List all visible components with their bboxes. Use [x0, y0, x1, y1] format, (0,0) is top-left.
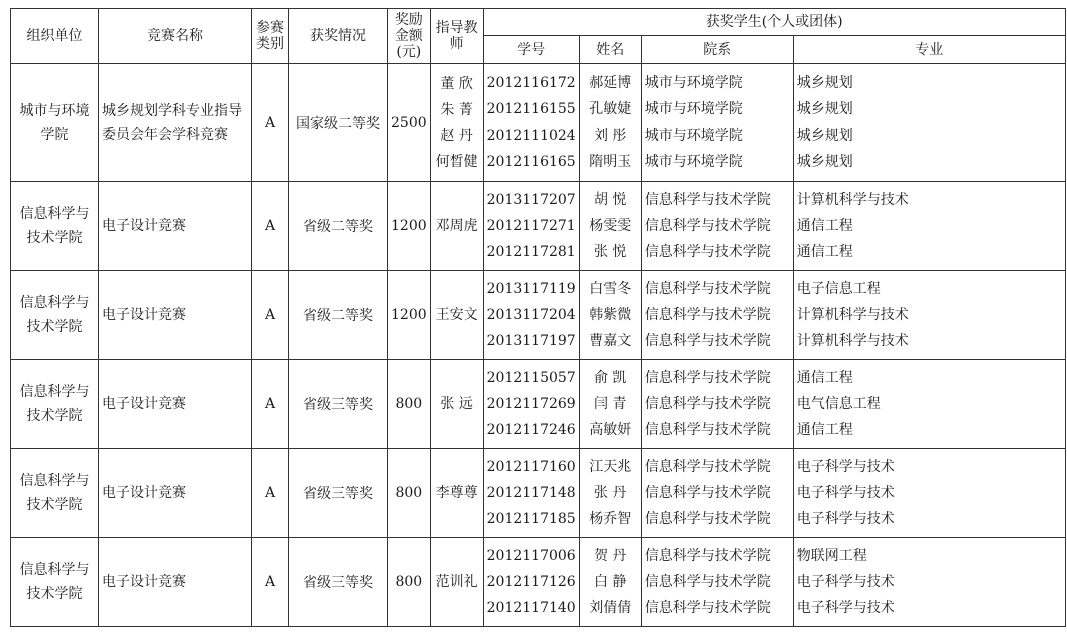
student-id-cell-entry: 2012117281	[486, 244, 576, 261]
table-row	[11, 449, 1066, 538]
student-id-cell	[483, 449, 579, 538]
category-cell: A	[252, 64, 289, 182]
table-row	[11, 538, 1066, 627]
student-college-cell	[641, 64, 793, 182]
teacher-cell	[430, 182, 483, 271]
competition-cell: 电子设计竞赛	[99, 538, 252, 627]
student-college-cell	[641, 360, 793, 449]
student-college-cell-entry: 城市与环境学院	[644, 101, 743, 118]
teacher-cell	[430, 271, 483, 360]
student-id-cell-entry: 2012117126	[486, 573, 576, 590]
student-major-cell	[793, 449, 1065, 538]
student-name-cell-entry: 俞 凯	[593, 369, 627, 386]
header-award: 获奖情况	[289, 9, 388, 64]
student-college-cell	[641, 449, 793, 538]
student-major-cell-entry: 电子科学与技术	[796, 484, 895, 501]
student-name-cell	[579, 64, 641, 182]
header-teacher: 指导教师	[430, 9, 483, 64]
student-name-cell-entry: 白 静	[593, 573, 627, 590]
competition-cell: 电子设计竞赛	[99, 271, 252, 360]
competition-cell: 城乡规划学科专业指导委员会年会学科竞赛	[99, 64, 252, 182]
student-name-cell-entry: 曹嘉文	[589, 333, 632, 350]
student-major-cell-entry: 计算机科学与技术	[796, 333, 909, 350]
teacher-cell-entry: 范训礼	[435, 574, 478, 590]
student-college-cell	[641, 182, 793, 271]
award-cell: 省级二等奖	[289, 271, 388, 360]
teacher-cell-entry: 李尊尊	[435, 485, 478, 501]
teacher-cell	[430, 538, 483, 627]
header-name: 姓名	[579, 36, 641, 64]
org-cell: 信息科学与技术学院	[11, 360, 99, 449]
student-name-cell-entry: 郝延博	[589, 74, 632, 91]
student-name-cell-entry: 白雪冬	[589, 280, 632, 297]
teacher-cell-entry: 邓周虎	[435, 218, 478, 234]
student-id-cell-entry: 2013117204	[486, 306, 576, 323]
student-name-cell-entry: 孔敏婕	[589, 101, 632, 118]
org-cell: 信息科学与技术学院	[11, 538, 99, 627]
amount-cell: 1200	[388, 182, 431, 271]
student-id-cell	[483, 360, 579, 449]
student-name-cell-entry: 刘 彤	[593, 127, 627, 144]
student-college-cell-entry: 信息科学与技术学院	[644, 217, 771, 234]
student-name-cell-entry: 闫 青	[593, 395, 627, 412]
student-id-cell-entry: 2012116172	[486, 74, 576, 91]
student-id-cell	[483, 271, 579, 360]
award-cell: 国家级二等奖	[289, 64, 388, 182]
student-name-cell	[579, 360, 641, 449]
student-major-cell-entry: 电气信息工程	[796, 395, 881, 412]
teacher-cell-entry: 朱 菁	[440, 101, 473, 118]
student-id-cell-entry: 2012117269	[486, 395, 576, 412]
amount-cell: 800	[388, 538, 431, 627]
student-name-cell-entry: 韩紫微	[589, 306, 632, 323]
teacher-cell-entry: 赵 丹	[440, 127, 473, 144]
student-major-cell-entry: 物联网工程	[796, 547, 867, 564]
student-id-cell-entry: 2012117271	[486, 217, 576, 234]
org-cell: 信息科学与技术学院	[11, 271, 99, 360]
student-name-cell-entry: 隋明玉	[589, 153, 632, 170]
student-major-cell-entry: 电子科学与技术	[796, 573, 895, 590]
student-major-cell-entry: 通信工程	[796, 244, 853, 261]
student-id-cell-entry: 2012111024	[486, 127, 576, 144]
student-id-cell-entry: 2012116165	[486, 153, 576, 170]
student-name-cell-entry: 贺 丹	[593, 547, 627, 564]
teacher-cell-entry: 张 远	[440, 396, 473, 412]
header-college: 院系	[641, 36, 793, 64]
student-college-cell-entry: 信息科学与技术学院	[644, 191, 771, 208]
student-major-cell-entry: 计算机科学与技术	[796, 191, 909, 208]
amount-cell: 800	[388, 360, 431, 449]
table-row	[11, 271, 1066, 360]
student-college-cell-entry: 信息科学与技术学院	[644, 422, 771, 439]
student-major-cell-entry: 电子科学与技术	[796, 600, 895, 617]
award-cell: 省级三等奖	[289, 449, 388, 538]
student-major-cell-entry: 城乡规划	[796, 74, 853, 91]
table-row	[11, 182, 1066, 271]
student-major-cell	[793, 538, 1065, 627]
student-major-cell-entry: 电子科学与技术	[796, 458, 895, 475]
header-org: 组织单位	[11, 9, 99, 64]
student-college-cell-entry: 信息科学与技术学院	[644, 395, 771, 412]
student-college-cell-entry: 信息科学与技术学院	[644, 333, 771, 350]
award-cell: 省级三等奖	[289, 538, 388, 627]
student-major-cell-entry: 通信工程	[796, 217, 853, 234]
competition-cell: 电子设计竞赛	[99, 360, 252, 449]
header-category: 参赛类别	[252, 9, 289, 64]
student-name-cell-entry: 刘倩倩	[589, 600, 632, 617]
student-name-cell	[579, 182, 641, 271]
student-id-cell-entry: 2012116155	[486, 101, 576, 118]
student-id-cell-entry: 2013117207	[486, 191, 576, 208]
student-id-cell-entry: 2012115057	[486, 369, 576, 386]
student-college-cell-entry: 信息科学与技术学院	[644, 600, 771, 617]
category-cell: A	[252, 538, 289, 627]
student-college-cell-entry: 信息科学与技术学院	[644, 573, 771, 590]
student-major-cell-entry: 城乡规划	[796, 101, 853, 118]
competition-cell: 电子设计竞赛	[99, 449, 252, 538]
header-row-1	[11, 9, 1066, 36]
org-cell: 信息科学与技术学院	[11, 182, 99, 271]
teacher-cell	[430, 360, 483, 449]
student-name-cell-entry: 张 丹	[593, 484, 627, 501]
award-cell: 省级二等奖	[289, 182, 388, 271]
student-major-cell-entry: 电子信息工程	[796, 280, 881, 297]
amount-cell: 800	[388, 449, 431, 538]
table-body	[11, 64, 1066, 627]
amount-cell: 2500	[388, 64, 431, 182]
header-major: 专业	[793, 36, 1065, 64]
student-college-cell-entry: 信息科学与技术学院	[644, 306, 771, 323]
student-id-cell-entry: 2012117185	[486, 511, 576, 528]
org-cell: 信息科学与技术学院	[11, 449, 99, 538]
student-college-cell-entry: 城市与环境学院	[644, 127, 743, 144]
student-name-cell	[579, 538, 641, 627]
student-major-cell-entry: 城乡规划	[796, 153, 853, 170]
student-id-cell	[483, 182, 579, 271]
student-name-cell-entry: 杨乔智	[589, 511, 632, 528]
table-row	[11, 64, 1066, 182]
student-major-cell	[793, 360, 1065, 449]
student-major-cell	[793, 271, 1065, 360]
student-college-cell	[641, 538, 793, 627]
award-cell: 省级三等奖	[289, 360, 388, 449]
teacher-cell-entry: 董 欣	[440, 75, 473, 92]
org-cell: 城市与环境学院	[11, 64, 99, 182]
award-table-wrapper	[10, 8, 1066, 627]
student-college-cell-entry: 信息科学与技术学院	[644, 369, 771, 386]
student-name-cell-entry: 江天兆	[589, 458, 632, 475]
student-major-cell-entry: 电子科学与技术	[796, 511, 895, 528]
student-name-cell	[579, 449, 641, 538]
student-name-cell	[579, 271, 641, 360]
student-college-cell-entry: 信息科学与技术学院	[644, 458, 771, 475]
student-id-cell-entry: 2012117006	[486, 547, 576, 564]
header-student-id: 学号	[483, 36, 579, 64]
student-college-cell-entry: 信息科学与技术学院	[644, 244, 771, 261]
student-college-cell-entry: 信息科学与技术学院	[644, 511, 771, 528]
student-college-cell-entry: 城市与环境学院	[644, 153, 743, 170]
amount-cell: 1200	[388, 271, 431, 360]
header-amount: 奖励金额(元)	[388, 9, 431, 64]
student-college-cell-entry: 信息科学与技术学院	[644, 547, 771, 564]
student-college-cell-entry: 城市与环境学院	[644, 74, 743, 91]
category-cell: A	[252, 182, 289, 271]
competition-cell: 电子设计竞赛	[99, 182, 252, 271]
student-major-cell-entry: 通信工程	[796, 422, 853, 439]
teacher-cell	[430, 64, 483, 182]
student-major-cell	[793, 64, 1065, 182]
header-competition: 竞赛名称	[99, 9, 252, 64]
student-name-cell-entry: 杨雯雯	[589, 217, 632, 234]
student-major-cell-entry: 计算机科学与技术	[796, 306, 909, 323]
header-students: 获奖学生(个人或团体)	[483, 9, 1065, 36]
student-id-cell-entry: 2012117160	[486, 458, 576, 475]
student-id-cell	[483, 64, 579, 182]
student-college-cell	[641, 271, 793, 360]
student-major-cell	[793, 182, 1065, 271]
teacher-cell	[430, 449, 483, 538]
student-id-cell-entry: 2012117148	[486, 484, 576, 501]
student-name-cell-entry: 高敏妍	[589, 422, 632, 439]
award-table	[10, 8, 1066, 627]
student-id-cell-entry: 2013117119	[486, 280, 576, 297]
category-cell: A	[252, 449, 289, 538]
teacher-cell-entry: 何晳健	[435, 153, 478, 170]
student-name-cell-entry: 胡 悦	[593, 191, 627, 208]
student-id-cell-entry: 2012117246	[486, 422, 576, 439]
student-name-cell-entry: 张 悦	[593, 244, 627, 261]
student-major-cell-entry: 通信工程	[796, 369, 853, 386]
student-id-cell-entry: 2013117197	[486, 333, 576, 350]
category-cell: A	[252, 360, 289, 449]
teacher-cell-entry: 王安文	[435, 307, 478, 323]
table-row	[11, 360, 1066, 449]
student-major-cell-entry: 城乡规划	[796, 127, 853, 144]
student-college-cell-entry: 信息科学与技术学院	[644, 280, 771, 297]
student-id-cell-entry: 2012117140	[486, 600, 576, 617]
student-college-cell-entry: 信息科学与技术学院	[644, 484, 771, 501]
student-id-cell	[483, 538, 579, 627]
category-cell: A	[252, 271, 289, 360]
